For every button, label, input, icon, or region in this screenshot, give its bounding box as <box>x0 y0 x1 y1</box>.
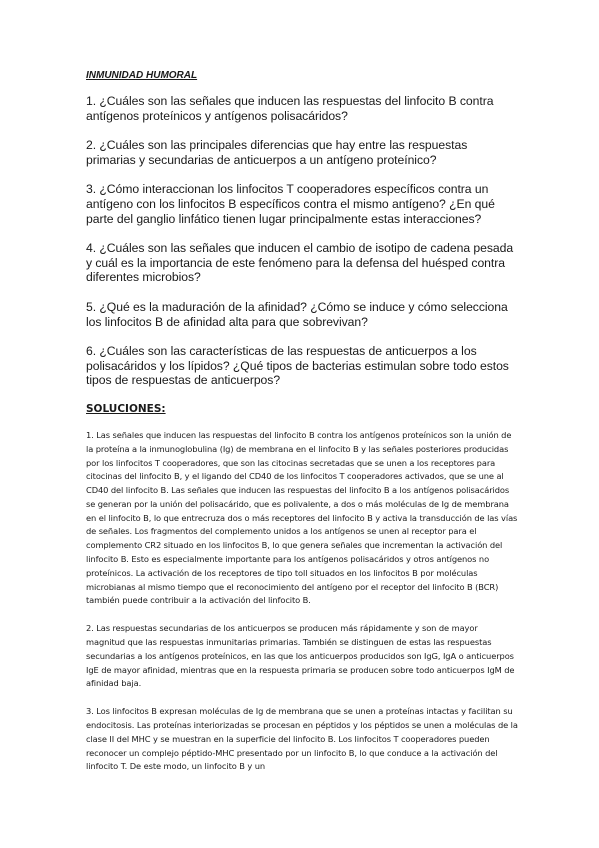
question-2: 2. ¿Cuáles son las principales diferencias que hay entre las respuestas primarias y secundarias de anticuerpos a un antígeno proteínico? <box>86 138 468 167</box>
question-1: 1. ¿Cuáles son las señales que inducen las respuestas del linfocito B contra antígenos proteínicos y antígenos polisacáridos? <box>86 94 494 123</box>
document-title: INMUNIDAD HUMORAL <box>86 70 198 81</box>
answer-3: 3. Los linfocitos B expresan moléculas de Ig de membrana que se unen a proteínas intactas y facilitan su endocitosis. Las proteínas interiorizadas se procesan en péptidos y los péptidos se unen a moléculas de la clase II del MHC y se muestran en la superficie del linfocito B. Los linfocitos T cooperadores pueden reconocer un complejo péptido-MHC presentado por un linfocito B, lo que conduce a la activación del linfocito T. De este modo, un linfocito B y un <box>86 706 518 772</box>
solutions-title: SOLUCIONES: <box>86 402 166 415</box>
answer-2: 2. Las respuestas secundarias de los anticuerpos se producen más rápidamente y son de mayor magnitud que las respuestas inmunitarias primarias. También se distinguen de estas las respuestas secundarias a los antígenos proteínicos, en las que los anticuerpos producidos son IgG, IgA o anticuerpos IgE de mayor afinidad, mientras que en la respuesta primaria se producen sobre todo anticuerpos IgM de afinidad baja. <box>86 623 515 689</box>
question-6: 6. ¿Cuáles son las características de las respuestas de anticuerpos a los polisacáridos y los lípidos? ¿Qué tipos de bacterias estimulan sobre todo estos tipos de respuestas de anticuerpos? <box>86 344 509 388</box>
question-4: 4. ¿Cuáles son las señales que inducen el cambio de isotipo de cadena pesada y cuál es la importancia de este fenómeno para la defensa del huésped contra diferentes microbios? <box>86 241 514 285</box>
question-3: 3. ¿Cómo interaccionan los linfocitos T cooperadores específicos contra un antígeno con los linfocitos B específicos contra el mismo antígeno? ¿En qué parte del ganglio linfático tienen lugar principalmente estas interacciones? <box>86 182 495 226</box>
question-5: 5. ¿Qué es la maduración de la afinidad? ¿Cómo se induce y cómo selecciona los linfocitos B de afinidad alta para que sobrevivan? <box>86 299 508 329</box>
answer-1: 1. Las señales que inducen las respuestas del linfocito B contra los antígenos proteínicos son la unión de la proteína a la inmunoglobulina (Ig) de membrana en el linfocito B y las señales posteriores producidas por los linfocitos T cooperadores, que son las citocinas secretadas que se unen a los receptores para citocinas del linfocito B, y el ligando del CD40 de los linfocitos T cooperadores activados, que se une al CD40 del linfocito B. Las señales que inducen las respuestas del linfocito B a los antígenos polisacáridos se generan por la unión del polisacárido, que es polivalente, a dos o más moléculas de Ig de membrana en el linfocito B, lo que entrecruza dos o más receptores del linfocito B y activa la transducción de las vías de señales. Los fragmentos del complemento unidos a los antígenos se unen al receptor para el complemento CR2 situado en los linfocitos B, lo que genera señales que incrementan la activación del linfocito B. Esto es especialmente importante para los antígenos polisacáridos y otros antígenos no proteínicos. La activación de los receptores de tipo toll situados en los linfocitos B por moléculas microbianas al mismo tiempo que el reconocimiento del antígeno por el receptor del linfocito B (BCR) también puede contribuir a la activación del linfocito B. <box>86 429 518 606</box>
